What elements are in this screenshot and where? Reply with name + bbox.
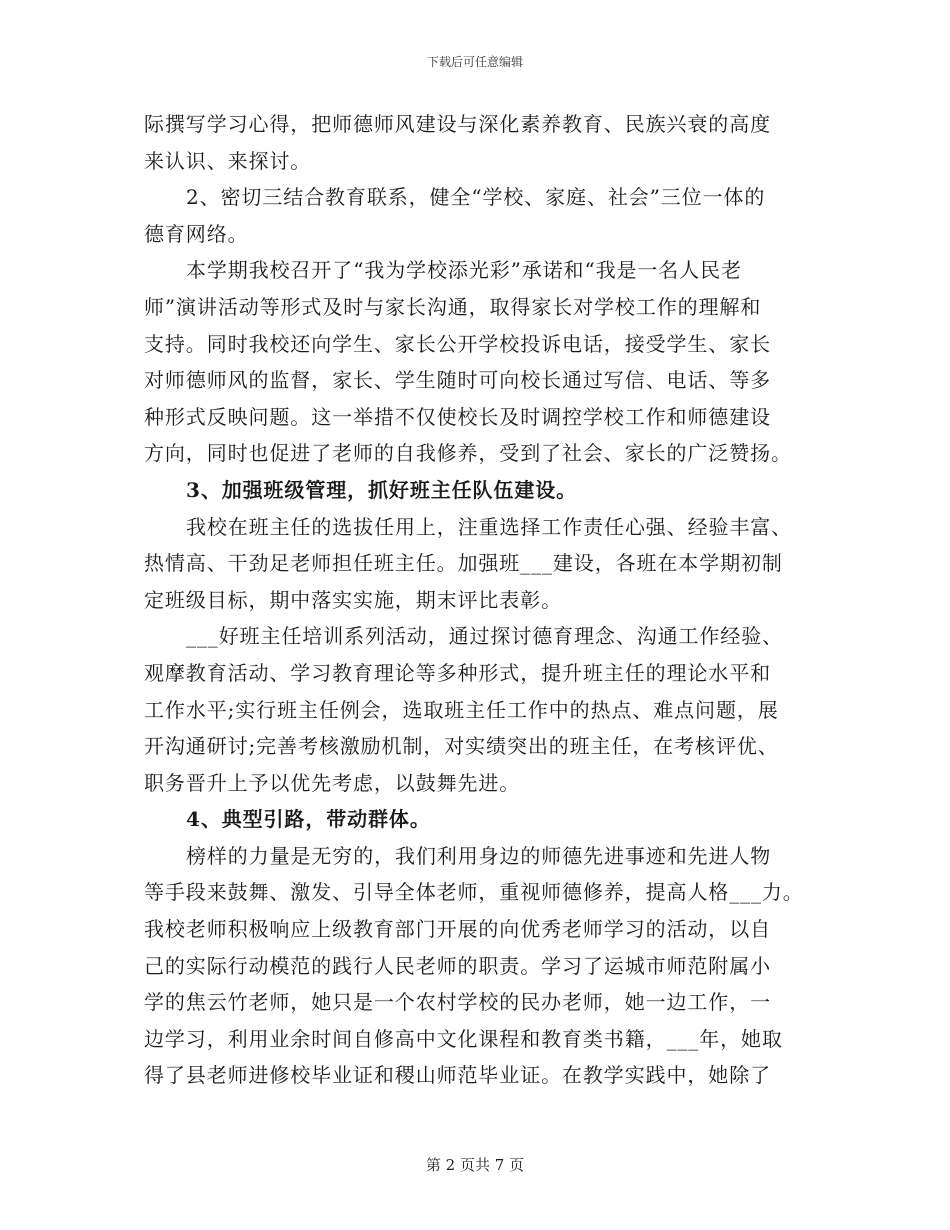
text-line: 榜样的力量是无穷的，我们利用身边的师德先进事迹和先进人物 xyxy=(186,843,772,868)
text-line: 工作水平;实行班主任例会，选取班主任工作中的热点、难点问题，展 xyxy=(144,697,779,722)
text-line: 2、密切三结合教育联系，健全“学校、家庭、社会”三位一体的 xyxy=(186,185,766,210)
text-line: 职务晋升上予以优先考虑，以鼓舞先进。 xyxy=(144,770,521,795)
text-line: 德育网络。 xyxy=(144,221,249,246)
text-line: 热情高、干劲足老师担任班主任。加强班___建设，各班在本学期初制 xyxy=(144,551,783,576)
text-line: 得了县老师进修校毕业证和稷山师范毕业证。在教学实践中，她除了 xyxy=(144,1063,771,1088)
text-line: 边学习，利用业余时间自修高中文化课程和教育类书籍，___年，她取 xyxy=(144,1026,783,1051)
text-line: 本学期我校召开了“我为学校添光彩”承诺和“我是一名人民老 xyxy=(186,258,742,283)
text-line: 观摩教育活动、学习教育理论等多种形式，提升班主任的理论水平和 xyxy=(144,660,771,685)
text-line: 来认识、来探讨。 xyxy=(144,148,312,173)
page-footer: 第 2 页共 7 页 xyxy=(425,1156,525,1174)
text-line: 开沟通研讨;完善考核激励机制，对实绩突出的班主任，在考核评优、 xyxy=(144,734,779,759)
text-line: 定班级目标，期中落实实施，期末评比表彰。 xyxy=(144,587,562,612)
text-line: 际撰写学习心得，把师德师风建设与深化素养教育、民族兴衰的高度 xyxy=(144,112,771,136)
text-line: 我校在班主任的选拔任用上，注重选择工作责任心强、经验丰富、 xyxy=(186,514,793,539)
text-line: 对师德师风的监督，家长、学生随时可向校长通过写信、电话、等多 xyxy=(144,368,771,393)
text-line: 师”演讲活动等形式及时与家长沟通，取得家长对学校工作的理解和 xyxy=(144,294,762,319)
page-header: 下载后可任意编辑 xyxy=(426,55,523,69)
text-line: 支持。同时我校还向学生、家长公开学校投诉电话，接受学生、家长 xyxy=(144,331,771,356)
text-line: 我校老师积极响应上级教育部门开展的向优秀老师学习的活动，以自 xyxy=(144,917,771,942)
text-line: ___好班主任培训系列活动，通过探讨德育理念、沟通工作经验、 xyxy=(186,624,783,649)
section-heading-line: 4、典型引路，带动群体。 xyxy=(186,807,431,832)
section-heading-line: 3、加强班级管理，抓好班主任队伍建设。 xyxy=(186,477,578,502)
text-line: 己的实际行动模范的践行人民老师的职责。学习了运城市师范附属小 xyxy=(144,953,771,978)
text-line: 等手段来鼓舞、激发、引导全体老师，重视师德修养，提高人格___力。 xyxy=(144,880,804,905)
text-line: 学的焦云竹老师，她只是一个农村学校的民办老师，她一边工作，一 xyxy=(144,990,771,1015)
text-line: 方向，同时也促进了老师的自我修养，受到了社会、家长的广泛赞扬。 xyxy=(144,441,792,466)
text-line: 种形式反映问题。这一举措不仅使校长及时调控学校工作和师德建设 xyxy=(144,404,771,429)
document-body xyxy=(144,106,812,1094)
